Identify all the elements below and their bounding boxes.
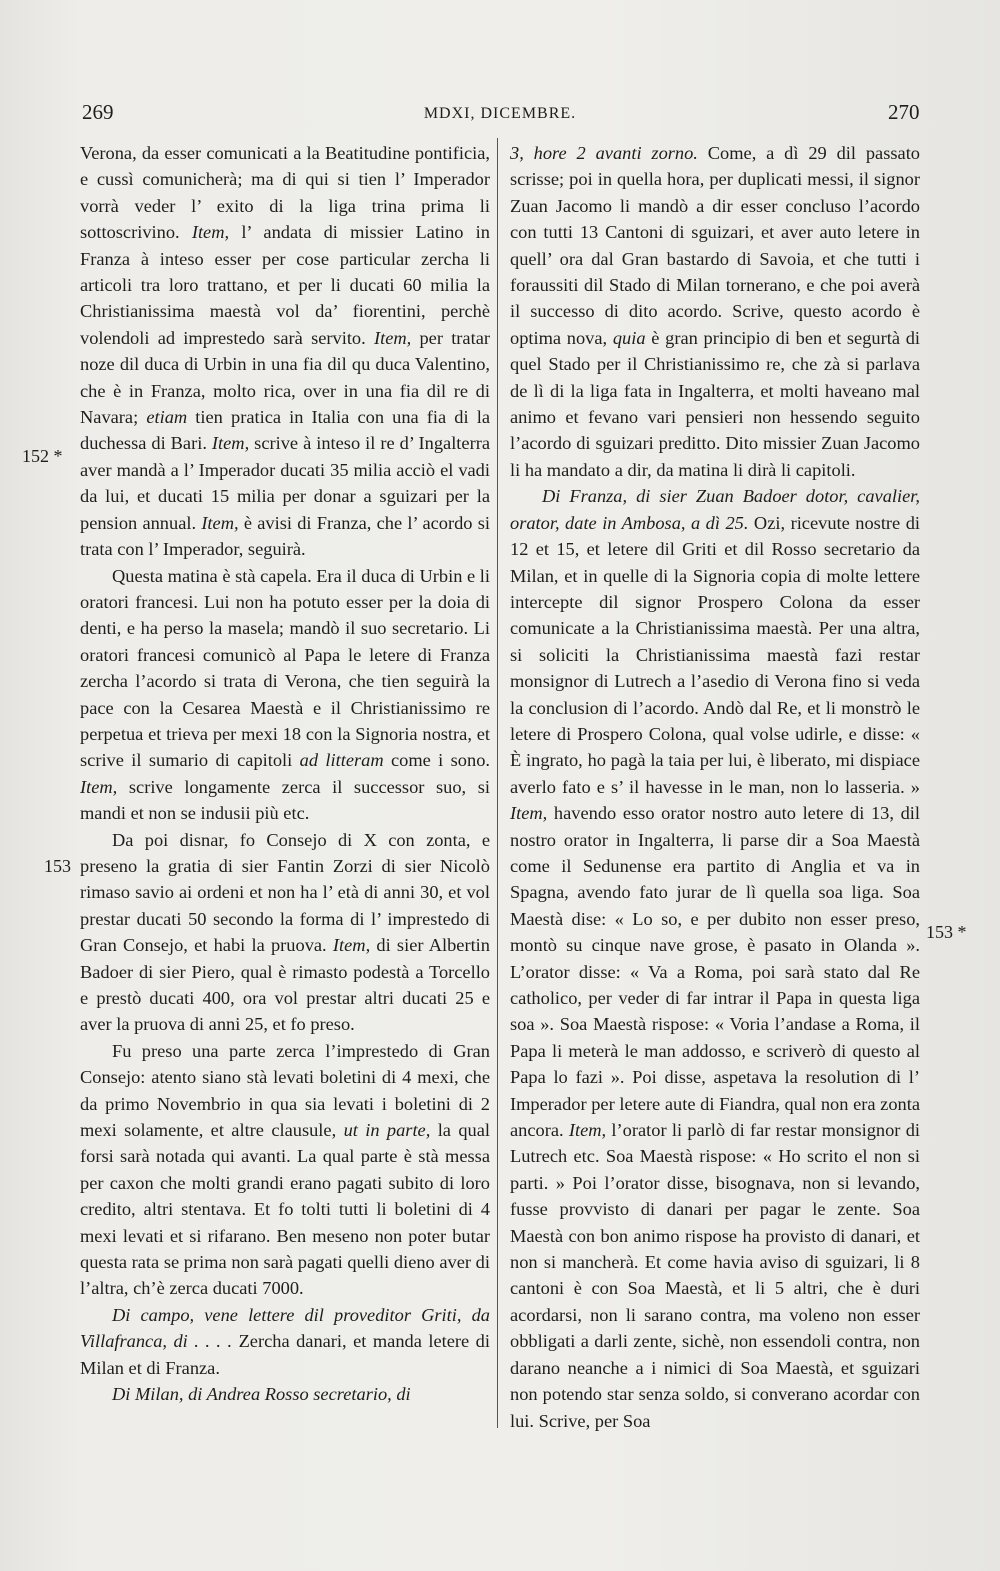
running-title: MDXI, DICEMBRE. [423,105,577,122]
paragraph: Da poi disnar, fo Consejo di X con zonta, e preseno la gratia di sier Fantin Zorzi di sier Nicolò rimaso savio ai ordeni et non ha l’ età di anni 30, et vol prestar ducati 50 secondo la forma di l’ imprestedo di Gran Consejo, et habi la pruova. Item, di sier Albertin Badoer di sier Piero, qual è rimasto podestà a Torcello e prestò ducati 400, ora vol prestar altri ducati 25 e aver la pruova di anni 25, et fo preso. [80,829,490,1035]
paragraph: Di Franza, di sier Zuan Badoer dotor, cavalier, orator, date in Ambosa, a dì 25. Ozi, ricevute nostre di 12 et 15, et letere dil Griti et dil Rosso secretario da Milan, et in quelle di la Signoria copia di molte lettere intercepte dil signor Prospero Colona da esser comunicate a la Christianissima maestà. Per una altra, si soliciti la Christianissima maestà fazi restar monsignor di Lutrech a l’asedio di Verona fino si veda la conclusion di l’acordo. Andò dal Re, et li monstrò le letere di Prospero Colona, qual volse udirle, e disse: « È ingrato, ho pagà la taia per lui, è liberato, mi dispiace averlo fato e s’ il havesse in le man, non lo lasseria. » Item, havendo esso orator nostro auto letere di 13, dil nostro orator in Ingalterra, li parse dir a Soa Maestà come il Sedunense era partito di Anglia et va in Spagna, avendo fato jurar de lì quella soa liga. Soa Maestà dise: « Lo so, e per dubito non esser preso, montò su cinque nave grose, è pasato in Olanda ». L’orator disse: « Va a Roma, poi sarà stato dal Re catholico, per veder di far intrar il Papa in questa liga soa ». Soa Maestà rispose: « Voria l’andase a Roma, il Papa li meterà le man addosso, e scriverò di questo al Papa lo fazi ». Poi disse, aspetava la resolution di l’ Imperador per letere aute di Fiandra, qual non era zonta ancora. Item, l’orator li parlò di far restar monsignor di Lutrech etc. Soa Maestà rispose: « Ho scrito el non si parti. » Poi l’orator disse, bisognava, non si levando, fusse provvisto di danari per pagar le zente. Soa Maestà con bon animo rispose ha provisto di danari, et non si mancherà. Et come havia aviso di sguizari, li 8 cantoni è con Soa Maestà, et li 5 altri, che è duri acordarsi, non li sarano contra, ma voleno non esser obbligati a darli zente, sichè, non essendoli contra, non darano neanche a i nimici di Soa Maestà, et sguizari non potendo star senza soldo, si converano acordar con lui. Scrive, per Soa [510,486,921,1431]
margin-note-153-star: 153 * [926,922,967,942]
paragraph: 3, hore 2 avanti zorno. Come, a dì 29 dil passato scrisse; poi in quella hora, per duplicati messi, il signor Zuan Jacomo li mandò a dir esser concluso l’acordo con tutti 13 Cantoni di sguizari, et aver auto letere in quell’ ora dal Gran bastardo di Savoia, et che tutti i foraussiti dil Stado di Milan tornerano, e che poi averà il successo di dito acordo. Scrive, questo acordo è optima nova, quia è gran principio di ben et segurtà di quel Stado per il Christianissimo re, che zà si parlava de lì di la liga fata in Ingalterra, et molti haveano mal animo et fevano vari pensieri non hessendo seguito l’acordo di sguizari preditto. Dito missier Zuan Jacomo li ha mandato a dir, da matina li dirà li capitoli. [510,143,921,480]
right-column [510,140,920,1434]
page-number-right: 270 [888,100,920,124]
paragraph: Di Milan, di Andrea Rosso secretario, di [112,1384,411,1405]
left-column [80,140,490,1408]
paragraph: Questa matina è stà capela. Era il duca di Urbin e li oratori francesi. Lui non ha potuto esser per la doia di denti, e ha perso la masela; mandò il suo secretario. Li oratori francesi comunicò al Papa le letere di Franza zercha l’acordo si trata di Verona, che tien seguirà la pace con la Cesarea Maestà e il Christianissimo re perpetua et trieva per mexi 18 con la Signoria nostra, et scrive il sumario di capitoli ad litteram come i sono. Item, scrive longamente zerca il successor suo, si mandi et non se indusii più etc. [80,565,490,824]
paragraph: Fu preso una parte zerca l’imprestedo di Gran Consejo: atento siano stà levati boletini di 4 mexi, che da primo Novembrio in qua sia levati i boletini di 2 mexi solamente, et altre clausule, ut in parte, la qual forsi sarà notada qui avanti. La qual parte è stà messa per caxon che molti grandi erano pagati subito di loro credito, altri stentava. Et fo tolti tutti li boletini di 4 mexi levati et si rifarano. Ben meseno non poter butar questa rata se prima non sarà pagati quelli dieno aver di l’altra, ch’è zerca ducati 7000. [80,1040,490,1299]
column-divider [497,138,498,1428]
paragraph: Di campo, vene lettere dil proveditor Griti, da Villafranca, di . . . . Zercha danari, et manda letere di Milan et di Franza. [80,1304,490,1378]
page-number-left: 269 [82,100,114,124]
paragraph: Verona, da esser comunicati a la Beatitudine pontificia, e cussì comunicherà; ma di qui si tien l’ Imperador vorrà veder l’ exito di la liga trina prima li sottoscrivino. Item, l’ andata di missier Latino in Franza à inteso esser per cose particular zercha li articoli tra loro trattano, et per li ducati 60 milia la Christianissima maestà vol da’ fiorentini, perchè volendoli ad imprestedo sarà servito. Item, per tratar noze dil duca di Urbin in una fia dil qu duca Valentino, che è in Franza, molto rica, over in una fia dil re di Navara; etiam tien pratica in Italia con una fia di la duchessa di Bari. Item, scrive à inteso il re d’ Ingalterra aver mandà a l’ Imperador ducati 35 milia acciò el vadi da lui, et ducati 15 milia per donar a sguizari per la pension annual. Item, è avisi di Franza, che l’ acordo si trata con l’ Imperador, seguirà. [80,143,491,560]
margin-note-153: 153 [44,856,71,876]
margin-note-152: 152 * [22,446,63,466]
